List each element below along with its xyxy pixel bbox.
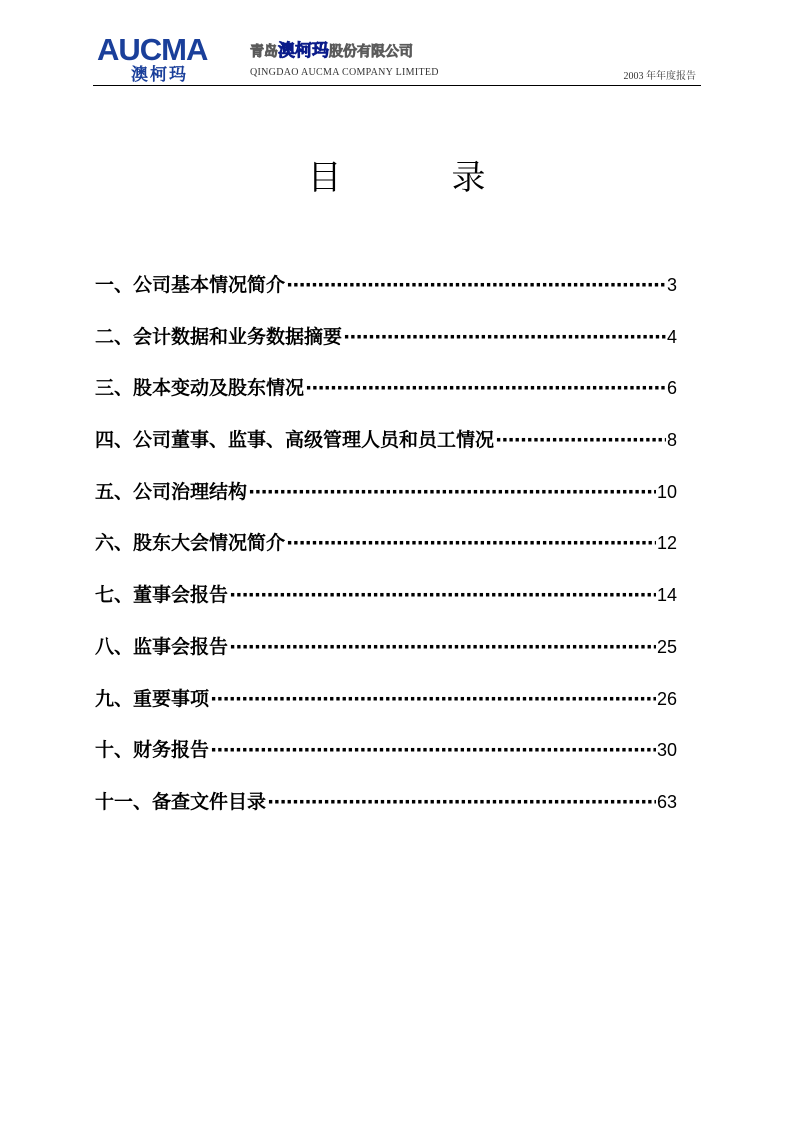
toc-dot-leader: [210, 682, 656, 716]
toc-list: [95, 268, 677, 837]
company-name-chinese: [250, 42, 413, 61]
toc-entry[interactable]: [95, 320, 677, 372]
logo-chinese-text: 澳柯玛: [131, 65, 188, 85]
toc-title: [0, 158, 793, 198]
toc-dot-leader: [248, 475, 656, 509]
toc-title-left: 目: [307, 158, 342, 198]
toc-entry-page-number: 63: [656, 791, 677, 812]
toc-entry-page-number: 6: [666, 378, 677, 399]
toc-entry[interactable]: [95, 578, 677, 630]
toc-entry-label: 十一、备查文件目录: [95, 790, 267, 813]
toc-dot-leader: [343, 320, 666, 354]
toc-dot-leader: [495, 423, 666, 457]
toc-entry-page-number: 14: [656, 585, 677, 606]
toc-dot-leader: [229, 578, 656, 612]
toc-dot-leader: [229, 630, 656, 664]
report-year: 2003 年年度报告: [623, 71, 696, 82]
toc-entry[interactable]: [95, 371, 677, 423]
company-name-prefix: 青岛: [250, 44, 278, 60]
toc-entry-label: 五、公司治理结构: [95, 480, 248, 503]
toc-entry[interactable]: [95, 423, 677, 475]
toc-entry-page-number: 3: [666, 275, 677, 295]
toc-dot-leader: [210, 733, 656, 767]
company-name-brand: 澳柯玛: [278, 41, 329, 61]
toc-entry[interactable]: [95, 785, 677, 837]
toc-entry-page-number: 26: [656, 688, 677, 709]
toc-entry-label: 六、股东大会情况简介: [95, 532, 286, 555]
toc-entry-page-number: 8: [666, 430, 677, 451]
toc-entry[interactable]: [95, 475, 677, 527]
toc-entry-label: 十、财务报告: [95, 739, 210, 762]
toc-entry-page-number: 4: [666, 326, 677, 347]
toc-entry[interactable]: [95, 630, 677, 682]
toc-entry-page-number: 25: [656, 636, 677, 657]
toc-dot-leader: [286, 526, 656, 560]
toc-entry-label: 八、监事会报告: [95, 635, 229, 658]
page-header: [0, 0, 793, 90]
toc-entry[interactable]: [95, 682, 677, 734]
toc-entry-page-number: 12: [656, 533, 677, 554]
toc-entry-page-number: 10: [656, 481, 677, 502]
toc-dot-leader: [305, 371, 666, 405]
toc-entry-label: 四、公司董事、监事、高级管理人员和员工情况: [95, 429, 495, 452]
logo-latin-text: AUCMA: [97, 32, 208, 67]
toc-entry-page-number: 30: [656, 740, 677, 761]
company-name-suffix: 股份有限公司: [329, 44, 413, 60]
toc-dot-leader: [267, 785, 656, 819]
company-name-english: QINGDAO AUCMA COMPANY LIMITED: [250, 67, 439, 78]
toc-entry-label: 一、公司基本情况简介: [95, 274, 286, 296]
toc-entry-label: 三、股本变动及股东情况: [95, 377, 305, 400]
toc-entry-label: 二、会计数据和业务数据摘要: [95, 325, 343, 348]
toc-entry-label: 九、重要事项: [95, 687, 210, 710]
toc-dot-leader: [286, 268, 666, 302]
toc-entry[interactable]: [95, 733, 677, 785]
toc-entry-label: 七、董事会报告: [95, 584, 229, 607]
aucma-logo: [97, 34, 237, 86]
toc-entry[interactable]: [95, 268, 677, 320]
toc-entry[interactable]: [95, 526, 677, 578]
header-divider: [93, 85, 701, 86]
toc-title-right: 录: [451, 158, 486, 198]
